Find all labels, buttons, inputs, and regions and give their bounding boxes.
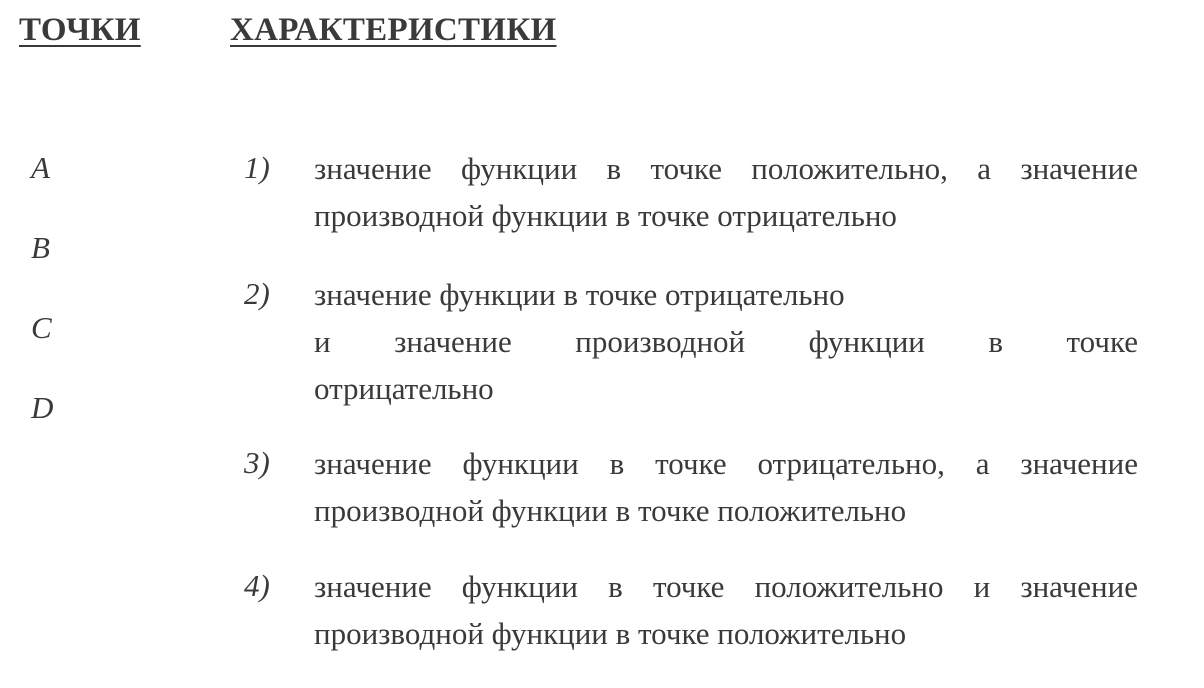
characteristic-2-text bbox=[314, 271, 1138, 412]
characteristic-1-number: 1) bbox=[244, 150, 270, 185]
characteristic-2-line-3: отрицательно bbox=[314, 371, 494, 406]
characteristic-3-line-1: значение функции в точке отрицательно, а значение bbox=[314, 446, 1138, 481]
characteristic-1-line-1: значение функции в точке положительно, а значение bbox=[314, 151, 1138, 186]
characteristic-4-number: 4) bbox=[244, 568, 270, 603]
point-a-label: A bbox=[31, 150, 50, 185]
characteristic-2-line-2: и значение производной функции в точке bbox=[314, 324, 1138, 359]
characteristic-4-line-2: производной функции в точке положительно bbox=[314, 616, 907, 651]
characteristic-4-text bbox=[314, 563, 1138, 657]
characteristic-3-line-2: производной функции в точке положительно bbox=[314, 493, 907, 528]
point-c-label: C bbox=[31, 310, 52, 345]
characteristics-column-header: ХАРАКТЕРИСТИКИ bbox=[230, 12, 557, 48]
points-column-header: ТОЧКИ bbox=[19, 12, 141, 48]
characteristic-3-text bbox=[314, 440, 1138, 534]
point-b-label: B bbox=[31, 230, 50, 265]
characteristic-2-line-1: значение функции в точке отрицательно bbox=[314, 277, 845, 312]
characteristic-1-line-2: производной функции в точке отрицательно bbox=[314, 198, 897, 233]
point-d-label: D bbox=[31, 390, 54, 425]
characteristic-3-number: 3) bbox=[244, 445, 270, 480]
characteristic-4-line-1: значение функции в точке положительно и значение bbox=[314, 569, 1138, 604]
characteristic-1-text bbox=[314, 145, 1138, 239]
characteristic-2-number: 2) bbox=[244, 276, 270, 311]
